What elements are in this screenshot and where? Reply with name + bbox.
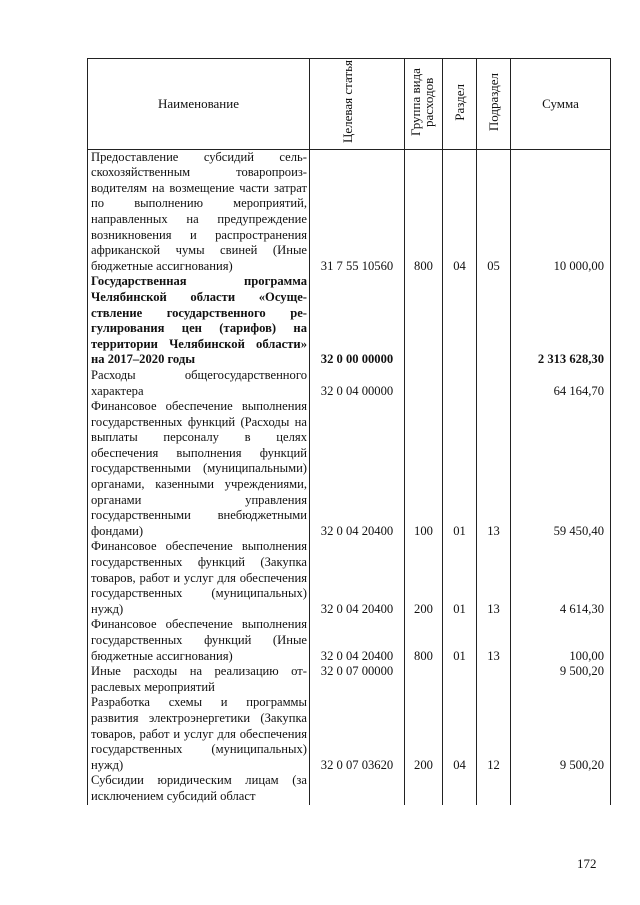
row-subsection xyxy=(477,368,511,399)
row-code: 32 0 04 20400 xyxy=(310,539,405,617)
row-section: 04 xyxy=(443,149,477,274)
table-row xyxy=(88,149,611,274)
row-subsection xyxy=(477,664,511,695)
table-row xyxy=(88,617,611,664)
header-section-label: Раздел xyxy=(452,83,467,121)
row-name: Иные расходы на реализацию отраслевых мероприятий xyxy=(88,664,310,695)
header-expense-group xyxy=(405,59,443,150)
row-name: Финансовое обеспечение выполнения государственных функций (Расходы на выплаты персоналу в целях обеспечения выполнения функций государственными (муниципальными) органами, казенными учреждениями, органами управления государственными внебюджетными фондами) xyxy=(88,399,310,539)
row-name: Разработка схемы и программы развития электроэнергетики (Закупка товаров, работ и услуг для обеспечения государственных (муниципальных) нужд) xyxy=(88,695,310,773)
row-code: 32 0 04 20400 xyxy=(310,617,405,664)
row-code: 31 7 55 10560 xyxy=(310,149,405,274)
row-section xyxy=(443,368,477,399)
row-amount: 4 614,30 xyxy=(511,539,611,617)
row-name: Расходы общегосударственного характера xyxy=(88,368,310,399)
table-row xyxy=(88,664,611,695)
table-row xyxy=(88,368,611,399)
header-subsection xyxy=(477,59,511,150)
header-subsection-label: Подраздел xyxy=(486,72,501,132)
header-section xyxy=(443,59,477,150)
row-group: 100 xyxy=(405,399,443,539)
row-amount: 10 000,00 xyxy=(511,149,611,274)
row-group: 800 xyxy=(405,149,443,274)
row-code: 32 0 07 03620 xyxy=(310,695,405,773)
budget-table xyxy=(87,58,611,805)
row-group: 200 xyxy=(405,539,443,617)
row-amount: 100,00 xyxy=(511,617,611,664)
row-name: Субсидии юридическим лицам (за исключением субсидий област xyxy=(88,773,310,804)
row-subsection xyxy=(477,773,511,804)
row-amount xyxy=(511,773,611,804)
row-group xyxy=(405,368,443,399)
row-group xyxy=(405,274,443,368)
row-name: Финансовое обеспечение выполнения государственных функций (Закупка товаров, работ и услуг для обеспечения государственных (муниципальных) нужд) xyxy=(88,539,310,617)
row-code: 32 0 00 00000 xyxy=(310,274,405,368)
header-target-article-label: Целевая статья xyxy=(340,60,355,144)
row-amount: 59 450,40 xyxy=(511,399,611,539)
row-amount: 9 500,20 xyxy=(511,695,611,773)
row-subsection: 13 xyxy=(477,617,511,664)
header-target-article xyxy=(310,59,405,150)
row-name: Финансовое обеспечение выполнения государственных функций (Иные бюджетные ассигнования) xyxy=(88,617,310,664)
table-row xyxy=(88,773,611,804)
budget-table-sheet xyxy=(87,58,610,848)
row-code xyxy=(310,773,405,804)
header-name: Наименование xyxy=(88,59,310,150)
row-name: Предоставление субсидий сельскохозяйственным товаропроизводителям на возмещение части затрат по выполнению мероприятий, направленных на предупреждение возникновения и распространения африканской чумы свиней (Иные бюджетные ассигнования) xyxy=(88,149,310,274)
header-expense-group-label: Группа вида расходов xyxy=(407,68,436,136)
table-header-row xyxy=(88,59,611,150)
row-section: 04 xyxy=(443,695,477,773)
row-subsection: 05 xyxy=(477,149,511,274)
row-section xyxy=(443,773,477,804)
table-row xyxy=(88,274,611,368)
row-subsection: 13 xyxy=(477,399,511,539)
row-section: 01 xyxy=(443,617,477,664)
table-row xyxy=(88,539,611,617)
row-code: 32 0 04 00000 xyxy=(310,368,405,399)
row-name: Государственная программа Челябинской области «Осуществление государственного регулирования цен (тарифов) на территории Челябинской области» на 2017–2020 годы xyxy=(88,274,310,368)
row-amount: 9 500,20 xyxy=(511,664,611,695)
row-amount: 2 313 628,30 xyxy=(511,274,611,368)
row-section: 01 xyxy=(443,399,477,539)
row-subsection: 12 xyxy=(477,695,511,773)
row-section xyxy=(443,274,477,368)
row-group xyxy=(405,773,443,804)
row-group: 200 xyxy=(405,695,443,773)
header-amount: Сумма xyxy=(511,59,611,150)
row-code: 32 0 04 20400 xyxy=(310,399,405,539)
row-group: 800 xyxy=(405,617,443,664)
table-row xyxy=(88,695,611,773)
row-subsection xyxy=(477,274,511,368)
row-code: 32 0 07 00000 xyxy=(310,664,405,695)
row-subsection: 13 xyxy=(477,539,511,617)
row-section xyxy=(443,664,477,695)
table-row xyxy=(88,399,611,539)
row-amount: 64 164,70 xyxy=(511,368,611,399)
row-section: 01 xyxy=(443,539,477,617)
page-number: 172 xyxy=(577,856,597,871)
row-group xyxy=(405,664,443,695)
